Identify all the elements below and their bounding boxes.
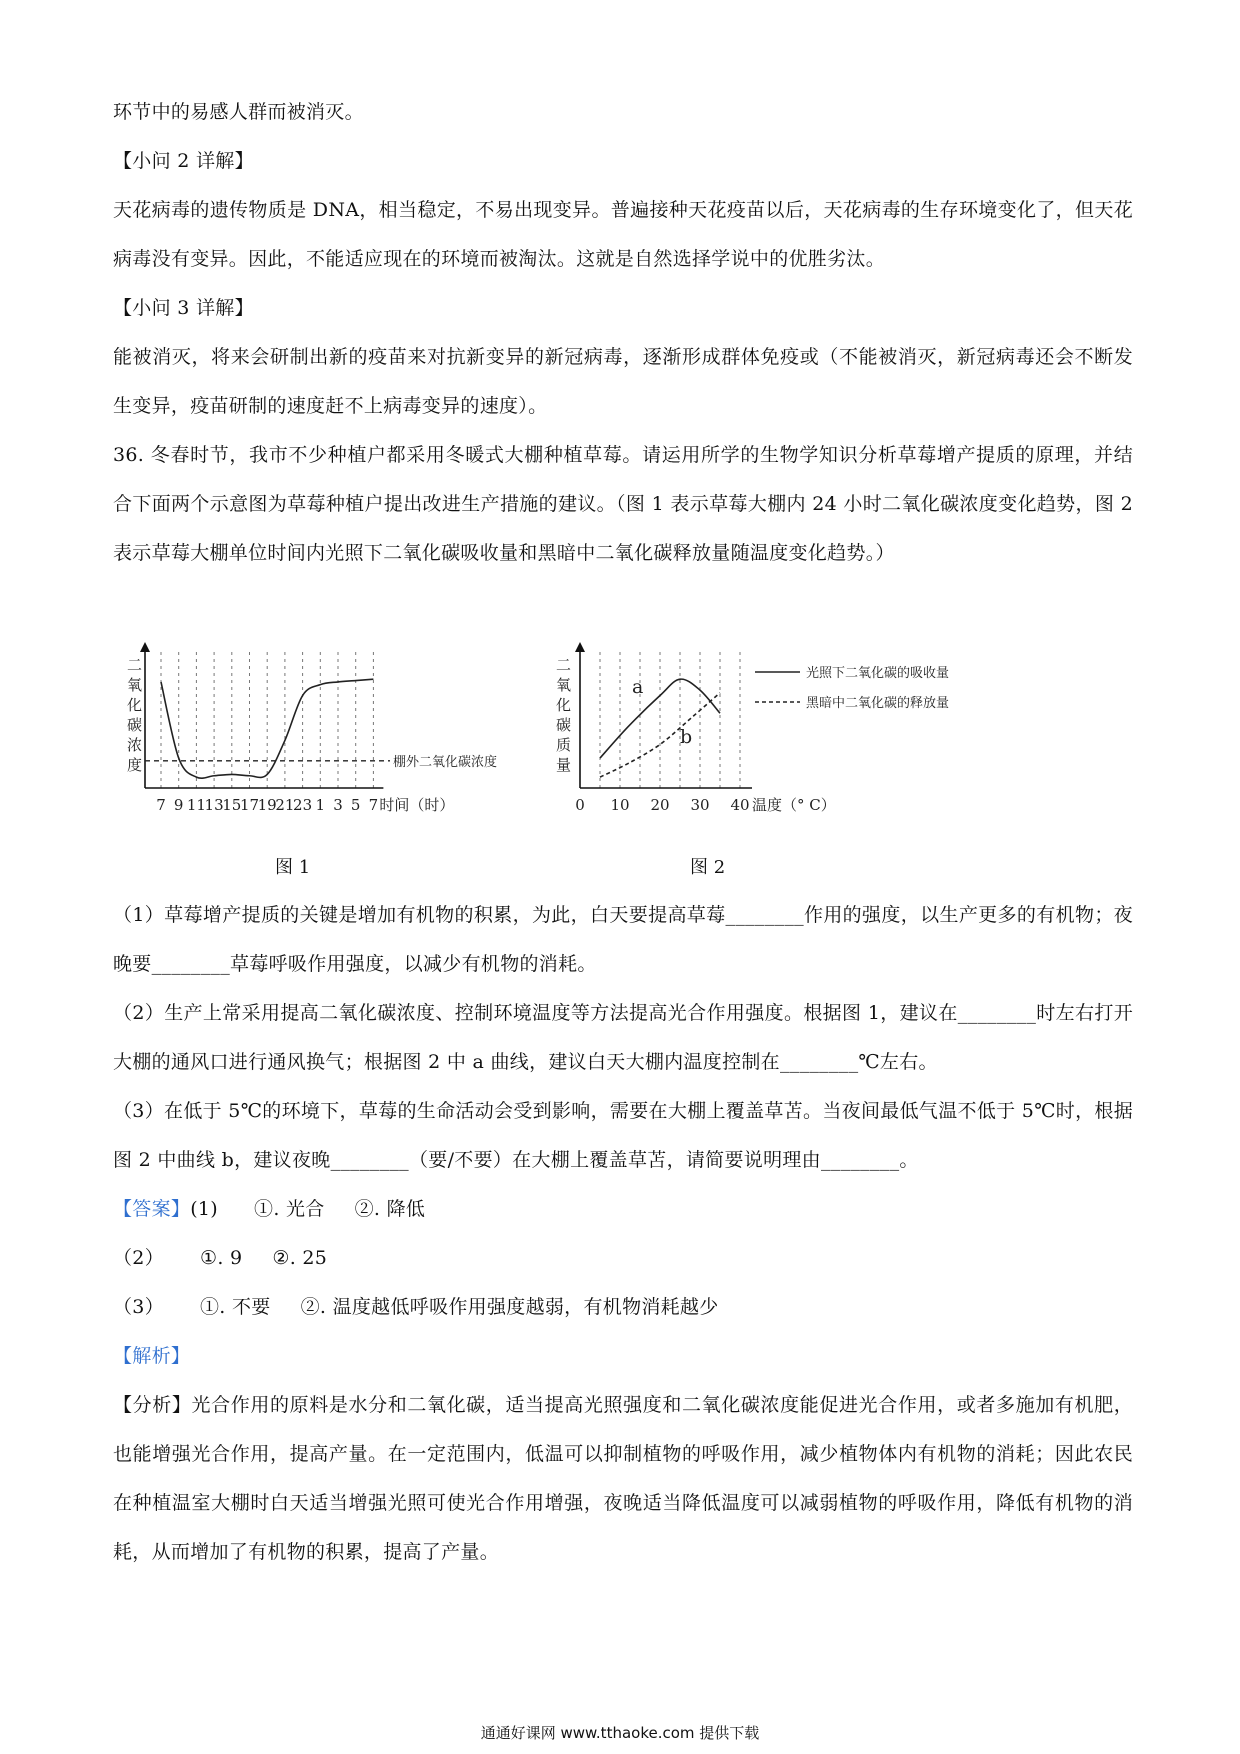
subquestion-1-text: （1）草莓增产提质的关键是增加有机物的积累，为此，白天要提高草莓________作用的强度，以生产更多的有机物；夜晚要________草莓呼吸作用强度，以减少有机物的消耗。: [113, 904, 1133, 975]
figure-2-x-tick-label: 10: [610, 796, 630, 814]
figure-1-x-tick-label: 13: [204, 796, 224, 814]
figure-1-x-tick-label: 23: [293, 796, 313, 814]
figure-1-x-tick-label: 15: [222, 796, 242, 814]
answer-3-a: ①. 不要: [200, 1296, 271, 1318]
figure-1-x-tick-label: 21: [275, 796, 295, 814]
figure-2-y-arrow: [575, 642, 585, 652]
figure-1-y-label-char: 度: [127, 756, 143, 774]
subquestion-2-heading: 【小问 2 详解】: [113, 150, 254, 172]
answer-row-2: [113, 1234, 1133, 1283]
figure-2-curve-a-label: a: [632, 675, 644, 698]
figure-1-x-tick-label: 7: [156, 796, 166, 814]
figure-2-x-tick-label: 20: [650, 796, 670, 814]
answer-2-a: ①. 9: [200, 1247, 243, 1269]
figure-1-y-label-char: 氧: [127, 676, 143, 694]
figure-1-reference-label: 棚外二氧化碳浓度: [393, 754, 498, 770]
figure-2-caption: 图 2: [690, 857, 726, 878]
answer-3-number: （3）: [113, 1296, 164, 1318]
figure-2-y-label-char: 质: [556, 736, 572, 754]
figure-2-x-axis-label: 温度（° C）: [752, 796, 836, 814]
figure-1-x-tick-label: 3: [333, 796, 343, 814]
figure-2-y-label-char: 氧: [556, 676, 572, 694]
figure-1-x-tick-label: 5: [350, 796, 361, 814]
figure-2-y-label-char: 碳: [556, 716, 572, 734]
figure-2-x-tick-label: 30: [690, 796, 710, 814]
answer-2-number: （2）: [113, 1247, 164, 1269]
subquestion-3-text: （3）在低于 5℃的环境下，草莓的生命活动会受到影响，需要在大棚上覆盖草苫。当夜间最低气温不低于 5℃时，根据图 2 中曲线 b，建议夜晚________（要/不要）在大棚上覆盖草苫，请简要说明理由________。: [113, 1100, 1133, 1171]
figure-2-x-tick-label: 40: [730, 796, 750, 814]
analysis-label: 【解析】: [113, 1345, 191, 1367]
figure-1-y-label-char: 碳: [127, 716, 143, 734]
figure-1-y-label-char: 二: [127, 656, 143, 674]
answer-3-b: ②. 温度越低呼吸作用强度越弱，有机物消耗越少: [300, 1296, 719, 1318]
figure-1-caption: 图 1: [275, 857, 311, 878]
figure-1-x-axis-label: 时间（时）: [379, 796, 455, 814]
figure-1-x-tick-label: 11: [186, 796, 206, 814]
figure-2-x-tick-label: 0: [575, 796, 585, 814]
figure-2-curve-a-absorption: [600, 679, 720, 758]
figure-1-y-label-char: 化: [127, 696, 143, 714]
figure-2-legend-b-text: 黑暗中二氧化碳的释放量: [806, 696, 950, 711]
answer-1-a: ①. 光合: [254, 1198, 325, 1220]
figure-2-co2-temperature-chart: [556, 640, 960, 830]
page-footer: 通通好课网 www.tthaoke.com 提供下载: [480, 1724, 760, 1742]
figure-1-x-tick-label: 19: [257, 796, 277, 814]
figure-1-x-tick-label: 9: [173, 796, 184, 814]
subquestion-3-heading: 【小问 3 详解】: [113, 297, 254, 319]
answer-label: 【答案】: [113, 1198, 191, 1220]
paragraph-2: 天花病毒的遗传物质是 DNA，相当稳定，不易出现变异。普遍接种天花疫苗以后，天花病毒的生存环境变化了，但天花病毒没有变异。因此，不能适应现在的环境而被淘汰。这就是自然选择学说中的优胜劣汰。: [113, 199, 1133, 270]
figure-1-x-tick-label: 1: [315, 796, 326, 814]
figure-1-y-arrow: [140, 642, 150, 652]
answer-1-b: ②. 降低: [354, 1198, 426, 1220]
paragraph-3: 能被消灭，将来会研制出新的疫苗来对抗新变异的新冠病毒，逐渐形成群体免疫或（不能被消灭，新冠病毒还会不断发生变异，疫苗研制的速度赶不上病毒变异的速度）。: [113, 346, 1133, 417]
figure-2-y-label-char: 二: [556, 656, 572, 674]
figure-2-curve-b-label: b: [680, 726, 693, 749]
figure-2-legend-a-text: 光照下二氧化碳的吸收量: [806, 666, 950, 681]
figure-1-y-label-char: 浓: [127, 736, 143, 754]
figure-2-y-label-char: 化: [556, 696, 572, 714]
figure-1-co2-concentration-chart: [125, 640, 535, 830]
paragraph-1: 环节中的易感人群而被消灭。: [113, 101, 364, 123]
subquestion-2-text: （2）生产上常采用提高二氧化碳浓度、控制环境温度等方法提高光合作用强度。根据图 1，建议在________时左右打开大棚的通风口进行通风换气；根据图 2 中 a 曲线，建议白天大棚内温度控制在________℃左右。: [113, 1002, 1133, 1073]
figure-2-y-label-char: 量: [556, 756, 572, 774]
question-36-stem: 36. 冬春时节，我市不少种植户都采用冬暖式大棚种植草莓。请运用所学的生物学知识分析草莓增产提质的原理，并结合下面两个示意图为草莓种植户提出改进生产措施的建议。（图 1 表示草莓大棚内 24 小时二氧化碳浓度变化趋势，图 2 表示草莓大棚单位时间内光照下二氧化碳吸收量和黑暗中二氧化碳释放量随温度变化趋势。）: [113, 444, 1133, 564]
figure-1-x-tick-label: 7: [368, 796, 379, 814]
answer-2-b: ②. 25: [272, 1247, 328, 1269]
answer-row-3: [113, 1283, 1133, 1332]
answer-1-number: (1): [190, 1198, 219, 1220]
figure-1-x-tick-label: 17: [239, 796, 260, 814]
answer-row-1: [113, 1185, 1133, 1234]
analysis-text: 【分析】光合作用的原料是水分和二氧化碳，适当提高光照强度和二氧化碳浓度能促进光合作用，或者多施加有机肥，也能增强光合作用，提高产量。在一定范围内，低温可以抑制植物的呼吸作用，减少植物体内有机物的消耗；因此农民在种植温室大棚时白天适当增强光照可使光合作用增强，夜晚适当降低温度可以减弱植物的呼吸作用，降低有机物的消耗，从而增加了有机物的积累，提高了产量。: [113, 1394, 1133, 1563]
